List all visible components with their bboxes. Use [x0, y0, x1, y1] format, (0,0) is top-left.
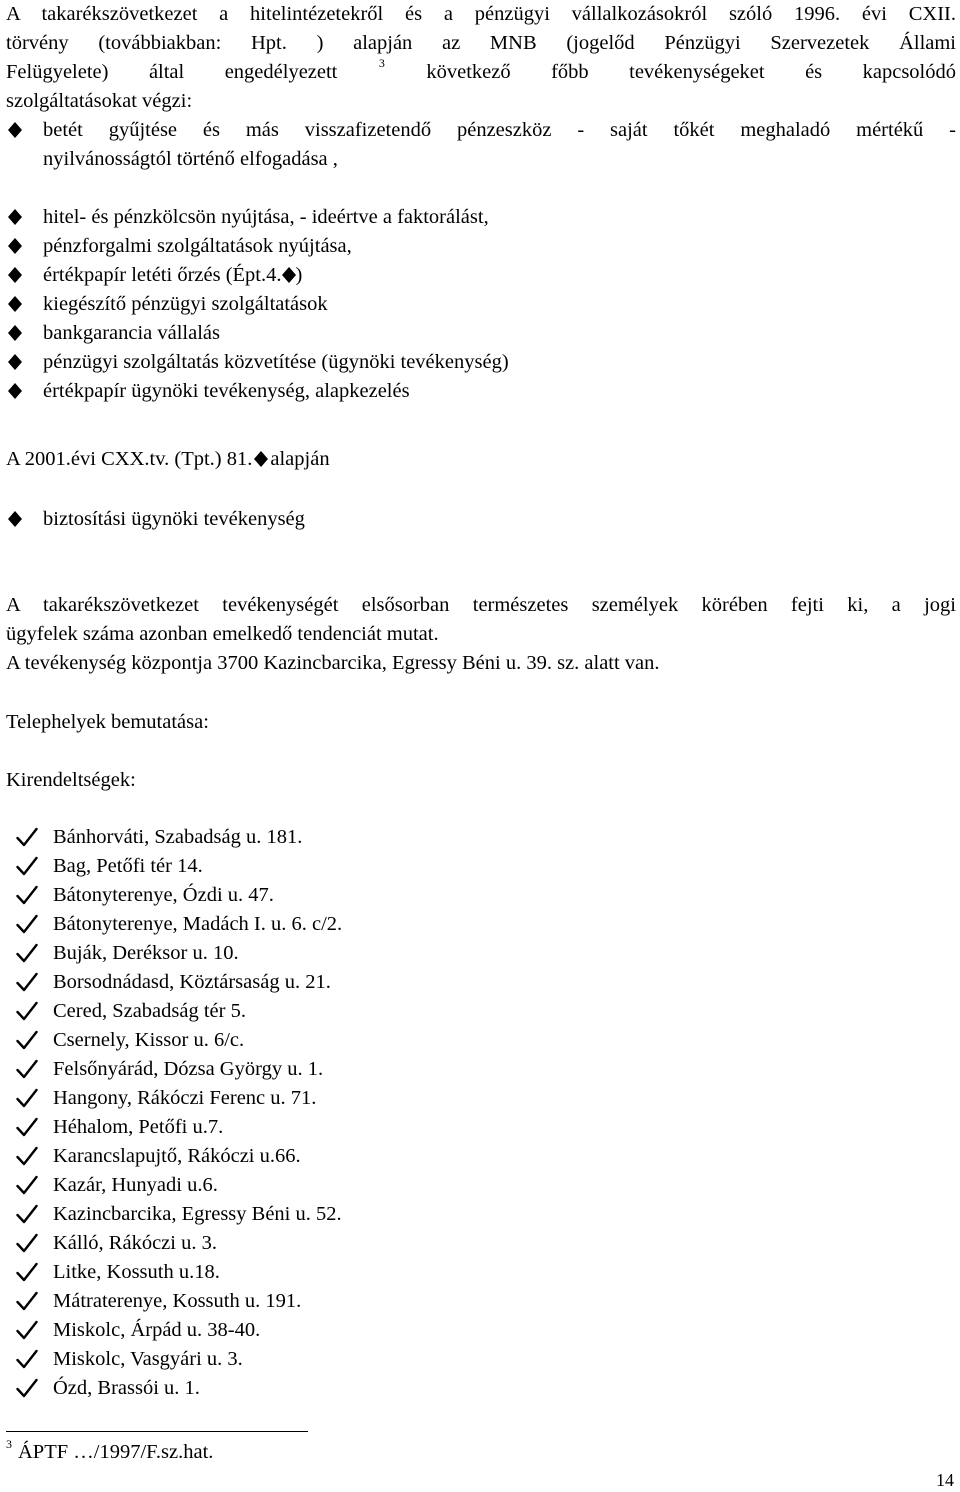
diamond-bullet-icon	[8, 209, 22, 225]
branch-address: Ózd, Brassói u. 1.	[53, 1377, 200, 1399]
branch-address: Bag, Petőfi tér 14.	[53, 855, 203, 877]
branch-address: Héhalom, Petőfi u.7.	[53, 1116, 224, 1138]
branch-address: Kálló, Rákóczi u. 3.	[53, 1232, 217, 1254]
diamond-bullet-icon	[8, 383, 22, 399]
diamond-bullet-icon	[8, 354, 22, 370]
activity-text: betét gyűjtése és más visszafizetendő pénzeszköz - saját tőkét meghaladó mértékű -	[43, 119, 956, 141]
description-line-1: A takarékszövetkezet tevékenységét elsősorban természetes személyek körében fejti ki, a jogi	[6, 594, 956, 616]
branch-address: Cered, Szabadság tér 5.	[53, 1000, 246, 1022]
branch-address: Bátonyterenye, Ózdi u. 47.	[53, 884, 274, 906]
intro-line-3-end: következő főbb tevékenységeket és kapcsolódó	[426, 61, 957, 83]
checkmark-icon	[16, 1320, 38, 1340]
branch-address: Bánhorváti, Szabadság u. 181.	[53, 826, 303, 848]
branch-address: Litke, Kossuth u.18.	[53, 1261, 220, 1283]
page-number: 14	[936, 1470, 954, 1490]
branch-address: Hangony, Rákóczi Ferenc u. 71.	[53, 1087, 317, 1109]
footnote-separator	[6, 1431, 308, 1432]
checkmark-icon	[16, 1088, 38, 1108]
footnote-text: ÁPTF …/1997/F.sz.hat.	[18, 1441, 214, 1463]
branch-address: Felsőnyárád, Dózsa György u. 1.	[53, 1058, 324, 1080]
checkmark-icon	[16, 1059, 38, 1079]
branch-address: Mátraterenye, Kossuth u. 191.	[53, 1290, 302, 1312]
activity-text: pénzügyi szolgáltatás közvetítése (ügynöki tevékenység)	[43, 351, 509, 373]
diamond-bullet-icon	[8, 511, 22, 527]
footnote	[6, 1438, 213, 1469]
checkmark-icon	[16, 1001, 38, 1021]
checkmark-icon	[16, 1030, 38, 1050]
diamond-bullet-icon	[8, 325, 22, 341]
activity-text-main: értékpapír letéti őrzés (Épt.4.	[43, 264, 282, 286]
activity-text: bankgarancia vállalás	[43, 322, 221, 344]
branch-address: Miskolc, Vasgyári u. 3.	[53, 1348, 243, 1370]
description-line-2: ügyfelek száma azonban emelkedő tendenciát mutat.	[6, 623, 439, 645]
activity-text: kiegészítő pénzügyi szolgáltatások	[43, 293, 328, 315]
branch-address: Karancslapujtő, Rákóczi u.66.	[53, 1145, 301, 1167]
description-line-3: A tevékenység központja 3700 Kazincbarcika, Egressy Béni u. 39. sz. alatt van.	[6, 652, 660, 674]
checkmark-icon	[16, 943, 38, 963]
intro-line-3	[6, 58, 956, 89]
checkmark-icon	[16, 856, 38, 876]
law-reference-text-end: alapján	[270, 448, 330, 470]
diamond-bullet-icon	[254, 451, 268, 467]
checkmark-icon	[16, 1117, 38, 1137]
diamond-bullet-icon	[8, 122, 22, 138]
sites-heading: Telephelyek bemutatása:	[6, 711, 209, 733]
diamond-bullet-icon	[8, 296, 22, 312]
branch-address: Kazár, Hunyadi u.6.	[53, 1174, 218, 1196]
activity-text-end: )	[295, 264, 303, 286]
diamond-bullet-icon	[8, 238, 22, 254]
checkmark-icon	[16, 827, 38, 847]
branch-address: Borsodnádasd, Köztársaság u. 21.	[53, 971, 331, 993]
checkmark-icon	[16, 972, 38, 992]
intro-line-3-start: Felügyelete) által engedélyezett	[6, 61, 338, 83]
activity-text: pénzforgalmi szolgáltatások nyújtása,	[43, 235, 352, 257]
checkmark-icon	[16, 885, 38, 905]
branch-address: Miskolc, Árpád u. 38-40.	[53, 1319, 261, 1341]
checkmark-icon	[16, 1349, 38, 1369]
intro-line-4: szolgáltatásokat végzi:	[6, 90, 193, 112]
checkmark-icon	[16, 914, 38, 934]
checkmark-icon	[16, 1146, 38, 1166]
footnote-number: 3	[6, 1437, 12, 1451]
activity-text	[43, 261, 302, 290]
footnote-reference: 3	[378, 56, 385, 70]
branch-address: Buják, Deréksor u. 10.	[53, 942, 239, 964]
branches-heading: Kirendeltségek:	[6, 769, 136, 791]
law-reference-text: A 2001.évi CXX.tv. (Tpt.) 81.	[6, 448, 253, 470]
checkmark-icon	[16, 1262, 38, 1282]
diamond-bullet-icon	[282, 267, 296, 283]
insurance-text: biztosítási ügynöki tevékenység	[43, 508, 305, 530]
diamond-bullet-icon	[8, 267, 22, 283]
checkmark-icon	[16, 1204, 38, 1224]
checkmark-icon	[16, 1378, 38, 1398]
branch-address: Csernely, Kissor u. 6/c.	[53, 1029, 245, 1051]
activity-text: hitel- és pénzkölcsön nyújtása, - ideértve a faktorálást,	[43, 206, 489, 228]
activity-text: értékpapír ügynöki tevékenység, alapkezelés	[43, 380, 410, 402]
activity-text: nyilvánosságtól történő elfogadása ,	[43, 148, 338, 170]
branch-address: Kazincbarcika, Egressy Béni u. 52.	[53, 1203, 342, 1225]
branch-address: Bátonyterenye, Madách I. u. 6. c/2.	[53, 913, 343, 935]
intro-line-2: törvény (továbbiakban: Hpt. ) alapján az MNB (jogelőd Pénzügyi Szervezetek Állami	[6, 32, 956, 54]
checkmark-icon	[16, 1233, 38, 1253]
intro-line-1: A takarékszövetkezet a hitelintézetekről és a pénzügyi vállalkozásokról szóló 1996. évi CXII.	[6, 3, 956, 25]
law-reference	[6, 445, 956, 474]
checkmark-icon	[16, 1175, 38, 1195]
checkmark-icon	[16, 1291, 38, 1311]
